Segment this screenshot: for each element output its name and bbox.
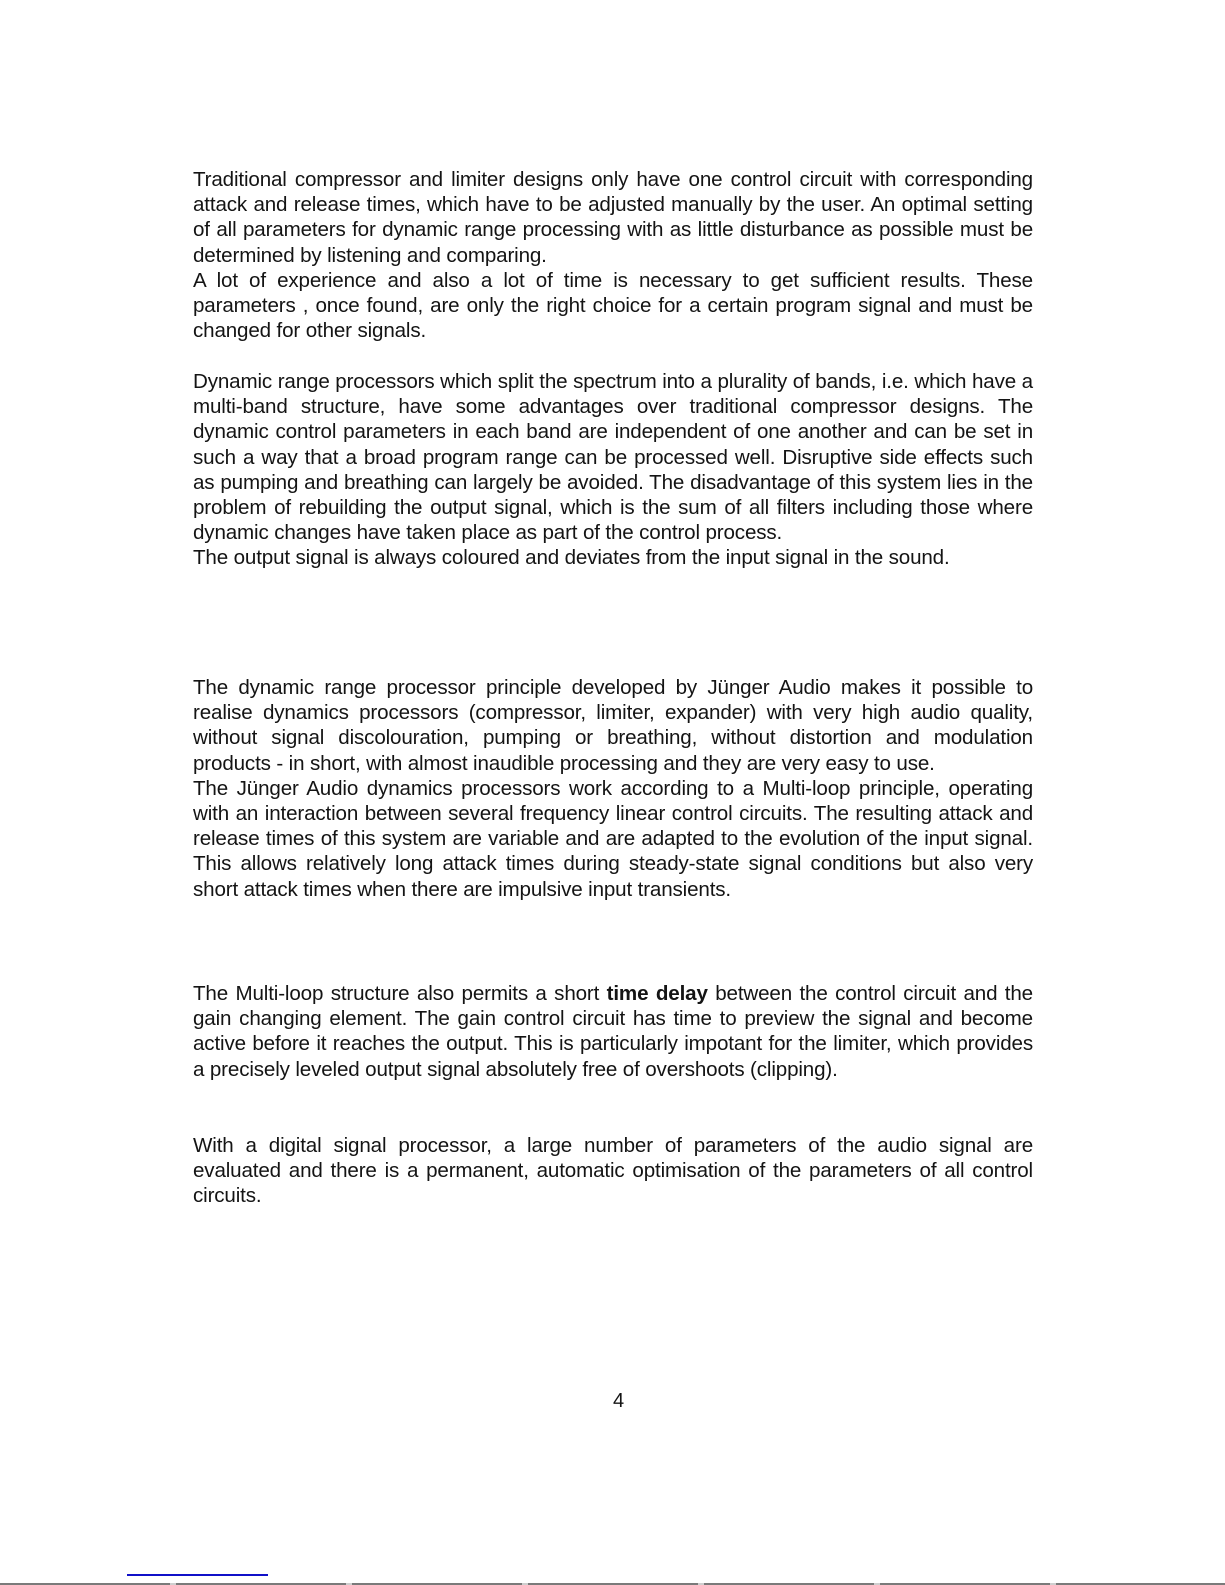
paragraph-text: With a digital signal processor, a large number of parameters of the audio signal are evaluated and there is a permanent, automatic optimisation of the parameters of all control circuits. xyxy=(193,1134,1033,1208)
text-run: The Multi-loop structure also permits a short xyxy=(193,982,607,1005)
paragraph-text: The Jünger Audio dynamics processors work according to a Multi-loop principle, operating with an interaction between several frequency linear control circuits. The resulting attack and release times of this system are variable and are adapted to the evolution of the input signal. This allows relatively long attack times during steady-state signal conditions but also very short attack times when there are impulsive input transients. xyxy=(193,776,1033,901)
paragraph-text: The output signal is always coloured and deviates from the input signal in the sound. xyxy=(193,546,950,570)
paragraph-dsp-optimisation xyxy=(193,1133,1033,1209)
page-number: 4 xyxy=(612,1390,625,1412)
paragraph-text xyxy=(193,981,1033,1082)
paragraph-junger-principle xyxy=(193,675,1033,902)
paragraph-multiband-processors xyxy=(193,369,1033,571)
paragraph-text: The dynamic range processor principle developed by Jünger Audio makes it possible to realise dynamics processors (compressor, limiter, expander) with very high audio quality, without signal discolouration, pumping or breathing, without distortion and modulation products - in short, with almost inaudible processing and they are very easy to use. xyxy=(193,676,1033,775)
text-run: between the control circuit and the gain changing element. The gain control circuit has time to preview the signal and become active before it reaches the output. This is particularly impotant for the limiter, which provides a precisely leveled output signal absolutely free of overshoots (clipping). xyxy=(193,982,1033,1081)
paragraph-traditional-compressors xyxy=(193,167,1033,343)
bold-term-time-delay: time delay xyxy=(606,982,708,1005)
paragraph-multiloop-delay xyxy=(193,981,1033,1082)
paragraph-text: Dynamic range processors which split the spectrum into a plurality of bands, i.e. which have a multi-band structure, have some advantages over traditional compressor designs. The dynamic control parameters in each band are independent of one another and can be set in such a way that a broad program range can be processed well. Disruptive side effects such as pumping and breathing can largely be avoided. The disadvantage of this system lies in the problem of rebuilding the output signal, which is the sum of all filters including those where dynamic changes have taken place as part of the control process. xyxy=(193,370,1033,545)
paragraph-text: Traditional compressor and limiter designs only have one control circuit with corresponding attack and release times, which have to be adjusted manually by the user. An optimal setting of all parameters for dynamic range processing with as little disturbance as possible must be determined by listening and comparing. xyxy=(193,168,1033,267)
footnote-separator-line xyxy=(127,1574,268,1576)
paragraph-text: A lot of experience and also a lot of time is necessary to get sufficient results. These parameters , once found, are only the right choice for a certain program signal and must be changed for other signals. xyxy=(193,268,1033,343)
